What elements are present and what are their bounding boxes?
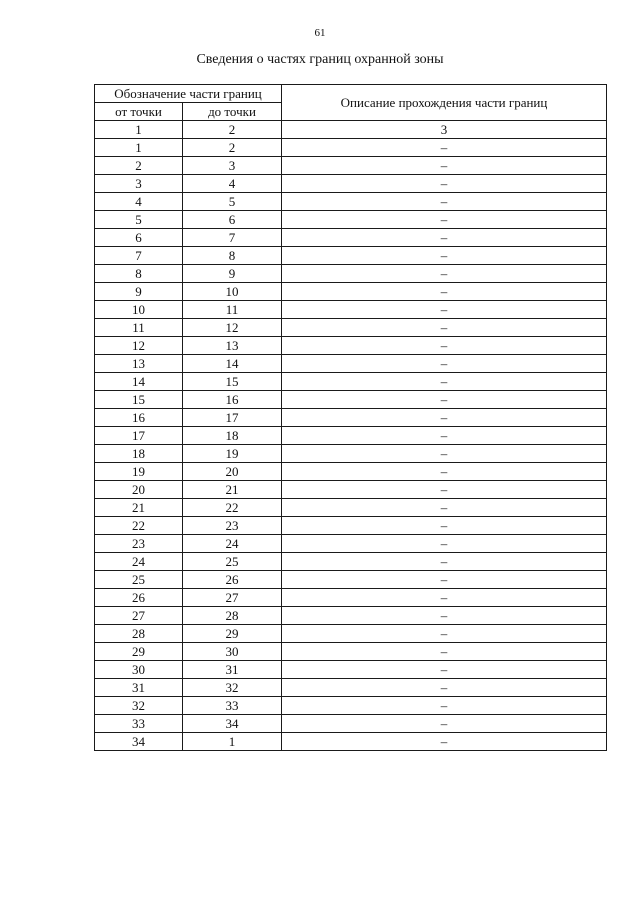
cell-description: – — [282, 193, 607, 211]
cell-to-point: 26 — [183, 571, 282, 589]
table-row — [95, 157, 607, 175]
cell-from-point: 8 — [95, 265, 183, 283]
cell-description: – — [282, 265, 607, 283]
cell-from-point: 26 — [95, 589, 183, 607]
cell-description: – — [282, 355, 607, 373]
cell-to-point: 21 — [183, 481, 282, 499]
table-row — [95, 499, 607, 517]
table-row — [95, 211, 607, 229]
cell-to-point: 20 — [183, 463, 282, 481]
cell-to-point: 31 — [183, 661, 282, 679]
table-row — [95, 265, 607, 283]
cell-from-point: 9 — [95, 283, 183, 301]
cell-from-point: 5 — [95, 211, 183, 229]
cell-from-point: 10 — [95, 301, 183, 319]
table-row — [95, 733, 607, 751]
table-row — [95, 337, 607, 355]
cell-from-point: 1 — [95, 121, 183, 139]
cell-description: – — [282, 427, 607, 445]
cell-description: – — [282, 391, 607, 409]
cell-to-point: 25 — [183, 553, 282, 571]
cell-to-point: 34 — [183, 715, 282, 733]
cell-description: – — [282, 247, 607, 265]
cell-to-point: 3 — [183, 157, 282, 175]
cell-description: – — [282, 625, 607, 643]
table-row — [95, 301, 607, 319]
cell-description: – — [282, 211, 607, 229]
cell-description: – — [282, 319, 607, 337]
cell-description: – — [282, 571, 607, 589]
table-row — [95, 679, 607, 697]
cell-to-point: 2 — [183, 139, 282, 157]
cell-from-point: 20 — [95, 481, 183, 499]
table-row — [95, 139, 607, 157]
cell-to-point: 17 — [183, 409, 282, 427]
cell-description: – — [282, 553, 607, 571]
cell-from-point: 32 — [95, 697, 183, 715]
cell-from-point: 28 — [95, 625, 183, 643]
cell-description: – — [282, 481, 607, 499]
cell-description: – — [282, 409, 607, 427]
header-from-point: от точки — [95, 103, 183, 121]
cell-from-point: 17 — [95, 427, 183, 445]
cell-description: – — [282, 607, 607, 625]
cell-description: – — [282, 373, 607, 391]
page-title: Сведения о частях границ охранной зоны — [196, 52, 444, 67]
header-to-point: до точки — [183, 103, 282, 121]
cell-from-point: 25 — [95, 571, 183, 589]
cell-to-point: 5 — [183, 193, 282, 211]
table-row — [95, 535, 607, 553]
cell-to-point: 24 — [183, 535, 282, 553]
table-row — [95, 697, 607, 715]
cell-description: – — [282, 535, 607, 553]
cell-to-point: 19 — [183, 445, 282, 463]
cell-from-point: 22 — [95, 517, 183, 535]
cell-from-point: 3 — [95, 175, 183, 193]
cell-to-point: 8 — [183, 247, 282, 265]
cell-from-point: 30 — [95, 661, 183, 679]
table-row — [95, 391, 607, 409]
table-row — [95, 229, 607, 247]
cell-from-point: 34 — [95, 733, 183, 751]
cell-to-point: 27 — [183, 589, 282, 607]
cell-from-point: 21 — [95, 499, 183, 517]
cell-from-point: 16 — [95, 409, 183, 427]
cell-to-point: 13 — [183, 337, 282, 355]
table-row — [95, 193, 607, 211]
cell-to-point: 22 — [183, 499, 282, 517]
cell-to-point: 1 — [183, 733, 282, 751]
cell-description: 3 — [282, 121, 607, 139]
cell-to-point: 7 — [183, 229, 282, 247]
table-row — [95, 247, 607, 265]
table-row — [95, 409, 607, 427]
cell-from-point: 11 — [95, 319, 183, 337]
cell-description: – — [282, 715, 607, 733]
cell-to-point: 11 — [183, 301, 282, 319]
cell-from-point: 14 — [95, 373, 183, 391]
table-row — [95, 121, 607, 139]
cell-to-point: 28 — [183, 607, 282, 625]
cell-to-point: 14 — [183, 355, 282, 373]
table-row — [95, 589, 607, 607]
table-row — [95, 373, 607, 391]
cell-description: – — [282, 589, 607, 607]
header-description: Описание прохождения части границ — [282, 85, 607, 121]
cell-from-point: 19 — [95, 463, 183, 481]
cell-from-point: 18 — [95, 445, 183, 463]
cell-description: – — [282, 445, 607, 463]
cell-to-point: 33 — [183, 697, 282, 715]
cell-from-point: 23 — [95, 535, 183, 553]
cell-description: – — [282, 139, 607, 157]
cell-description: – — [282, 661, 607, 679]
cell-description: – — [282, 697, 607, 715]
table-body — [95, 121, 607, 751]
cell-description: – — [282, 499, 607, 517]
cell-description: – — [282, 643, 607, 661]
cell-description: – — [282, 733, 607, 751]
table-row — [95, 355, 607, 373]
table-row — [95, 661, 607, 679]
cell-from-point: 6 — [95, 229, 183, 247]
table-row — [95, 463, 607, 481]
cell-from-point: 24 — [95, 553, 183, 571]
cell-from-point: 31 — [95, 679, 183, 697]
cell-to-point: 10 — [183, 283, 282, 301]
cell-from-point: 27 — [95, 607, 183, 625]
cell-from-point: 13 — [95, 355, 183, 373]
cell-description: – — [282, 229, 607, 247]
cell-from-point: 29 — [95, 643, 183, 661]
cell-to-point: 12 — [183, 319, 282, 337]
cell-description: – — [282, 175, 607, 193]
cell-to-point: 16 — [183, 391, 282, 409]
table-row — [95, 643, 607, 661]
table-row — [95, 445, 607, 463]
cell-from-point: 7 — [95, 247, 183, 265]
table-row — [95, 283, 607, 301]
table-row — [95, 427, 607, 445]
cell-to-point: 29 — [183, 625, 282, 643]
cell-description: – — [282, 337, 607, 355]
cell-to-point: 9 — [183, 265, 282, 283]
cell-to-point: 4 — [183, 175, 282, 193]
cell-from-point: 15 — [95, 391, 183, 409]
cell-from-point: 1 — [95, 139, 183, 157]
table-row — [95, 319, 607, 337]
cell-to-point: 18 — [183, 427, 282, 445]
table-row — [95, 571, 607, 589]
cell-from-point: 33 — [95, 715, 183, 733]
table-row — [95, 175, 607, 193]
header-row-1 — [95, 85, 607, 103]
table-row — [95, 715, 607, 733]
cell-to-point: 32 — [183, 679, 282, 697]
cell-to-point: 23 — [183, 517, 282, 535]
page-number: 61 — [314, 27, 326, 39]
cell-description: – — [282, 463, 607, 481]
cell-description: – — [282, 283, 607, 301]
cell-description: – — [282, 517, 607, 535]
table-header — [95, 85, 607, 121]
cell-to-point: 2 — [183, 121, 282, 139]
cell-to-point: 15 — [183, 373, 282, 391]
cell-from-point: 4 — [95, 193, 183, 211]
header-boundary-designation: Обозначение части границ — [95, 85, 282, 103]
cell-to-point: 30 — [183, 643, 282, 661]
cell-from-point: 2 — [95, 157, 183, 175]
table-row — [95, 517, 607, 535]
table-row — [95, 607, 607, 625]
cell-description: – — [282, 157, 607, 175]
cell-description: – — [282, 301, 607, 319]
cell-to-point: 6 — [183, 211, 282, 229]
boundary-parts-table — [94, 84, 607, 751]
table-row — [95, 553, 607, 571]
table-row — [95, 481, 607, 499]
cell-description: – — [282, 679, 607, 697]
table-row — [95, 625, 607, 643]
cell-from-point: 12 — [95, 337, 183, 355]
